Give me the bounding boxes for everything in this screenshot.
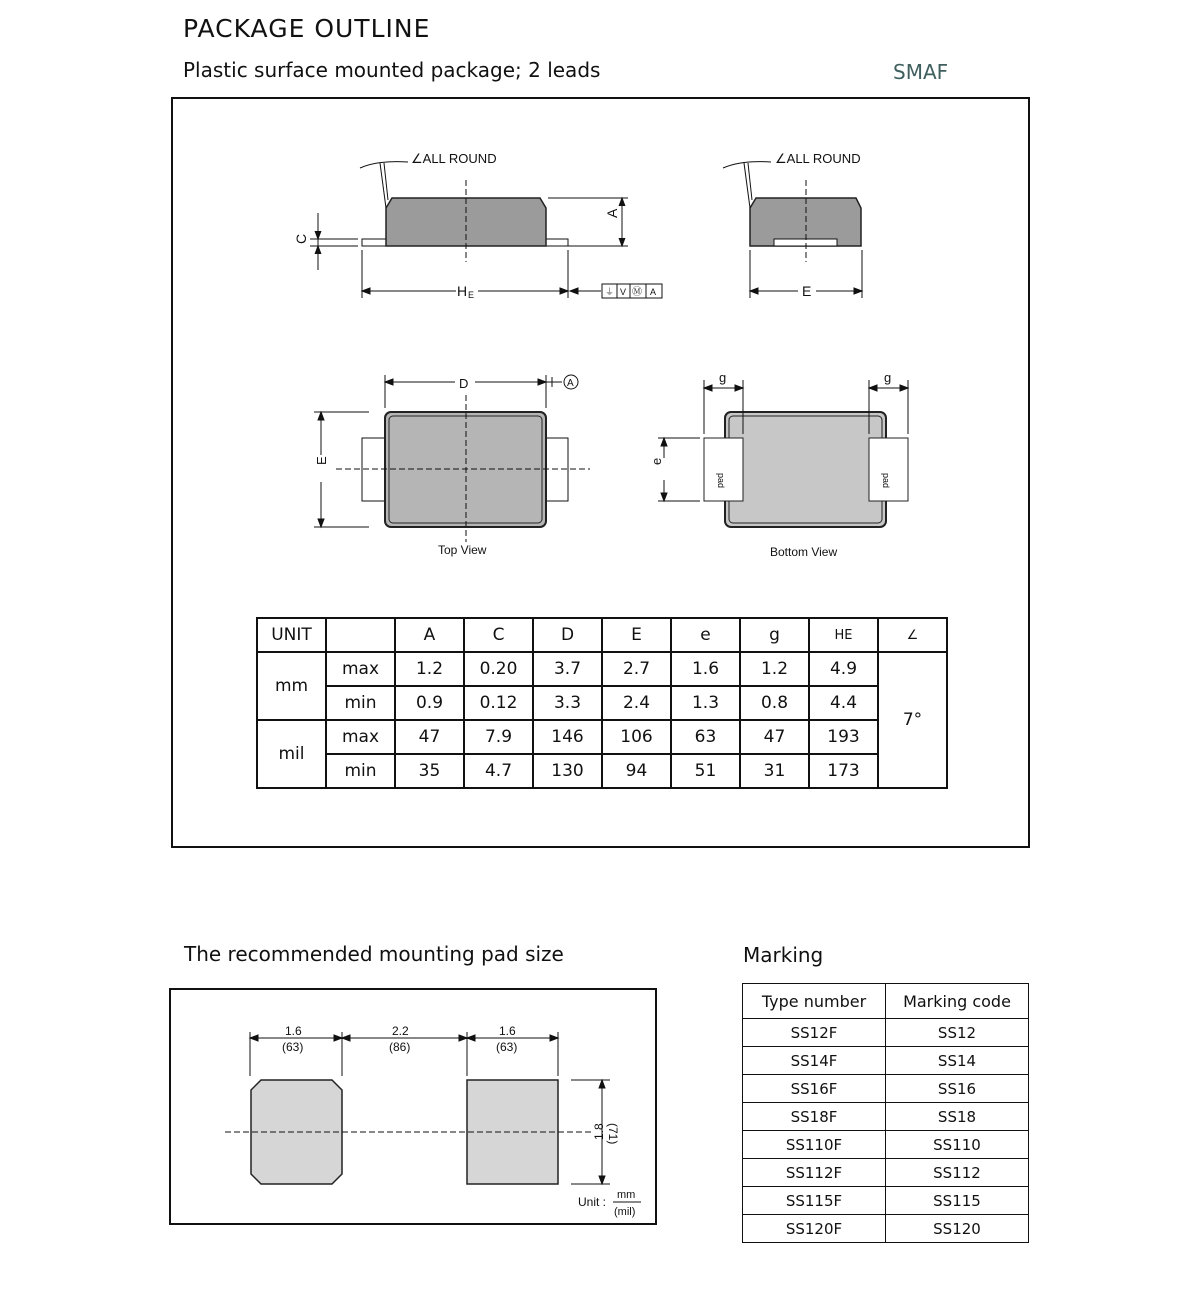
marking-header-row <box>743 984 1029 1019</box>
table-cell: 51 <box>671 754 740 788</box>
package-name: SMAF <box>893 60 949 84</box>
table-row <box>743 1047 1029 1075</box>
page-title: PACKAGE OUTLINE <box>183 14 431 43</box>
table-cell: 0.9 <box>395 686 464 720</box>
row-label: min <box>326 754 395 788</box>
table-cell: 1.2 <box>740 652 809 686</box>
table-cell: 1.6 <box>671 652 740 686</box>
table-header-row <box>257 618 947 652</box>
dim-g-left-label: g <box>719 370 727 385</box>
package-outline-drawing <box>0 0 1200 600</box>
header-cell: Marking code <box>886 984 1029 1019</box>
dim-he-sub: E <box>468 290 475 300</box>
header-cell <box>326 618 395 652</box>
table-row <box>743 1103 1029 1131</box>
pad-height-mm: 1.8 <box>592 1123 606 1140</box>
table-row <box>257 652 947 686</box>
type-number: SS12F <box>743 1019 886 1047</box>
top-view-caption: Top View <box>438 543 487 557</box>
tolerance-symbol: ⏚ <box>605 287 615 297</box>
unit-numerator: mm <box>617 1189 636 1201</box>
datum-a-label: A <box>567 378 574 389</box>
pad-width-left-mil: (63) <box>282 1040 304 1054</box>
type-number: SS120F <box>743 1215 886 1243</box>
dim-e-top-label: E <box>314 456 329 465</box>
dim-e-side-label: E <box>802 283 812 299</box>
unit-cell: mil <box>257 720 326 788</box>
mounting-pad-drawing <box>169 988 657 1225</box>
bottom-view <box>658 380 908 527</box>
type-number: SS112F <box>743 1159 886 1187</box>
table-row <box>257 686 947 720</box>
table-cell: 94 <box>602 754 671 788</box>
pad-width-right-mm: 1.6 <box>499 1024 516 1038</box>
dim-e-small-label: e <box>649 457 664 465</box>
dim-he-label: H <box>457 283 468 299</box>
page-subtitle: Plastic surface mounted package; 2 leads <box>183 58 601 82</box>
table-cell: 2.7 <box>602 652 671 686</box>
table-cell: 0.12 <box>464 686 533 720</box>
row-label: max <box>326 720 395 754</box>
header-cell: e <box>671 618 740 652</box>
table-cell: 173 <box>809 754 878 788</box>
dimensions-table <box>256 617 948 789</box>
type-number: SS18F <box>743 1103 886 1131</box>
header-cell: Type number <box>743 984 886 1019</box>
table-row <box>743 1215 1029 1243</box>
table-cell: 2.4 <box>602 686 671 720</box>
dim-a-label: A <box>604 208 620 218</box>
dim-g-right-label: g <box>884 370 892 385</box>
header-cell: E <box>602 618 671 652</box>
table-cell: 4.4 <box>809 686 878 720</box>
table-cell: 7.9 <box>464 720 533 754</box>
marking-code: SS16 <box>886 1075 1029 1103</box>
marking-title: Marking <box>743 943 824 967</box>
table-cell: 130 <box>533 754 602 788</box>
header-cell: ∠ <box>878 618 947 652</box>
table-row <box>743 1019 1029 1047</box>
pad-left-label: pad <box>716 473 726 489</box>
unit-cell: mm <box>257 652 326 720</box>
table-cell: 0.20 <box>464 652 533 686</box>
mounting-title: The recommended mounting pad size <box>184 942 564 966</box>
table-cell: 47 <box>395 720 464 754</box>
table-cell: 47 <box>740 720 809 754</box>
pad-gap-mil: (86) <box>389 1040 411 1054</box>
table-cell: 4.9 <box>809 652 878 686</box>
row-label: max <box>326 652 395 686</box>
table-row <box>743 1159 1029 1187</box>
tolerance-m: Ⓜ <box>632 287 642 298</box>
bottom-view-caption: Bottom View <box>770 545 838 559</box>
unit-denominator: (mil) <box>614 1206 636 1218</box>
table-cell: 193 <box>809 720 878 754</box>
header-cell: C <box>464 618 533 652</box>
type-number: SS115F <box>743 1187 886 1215</box>
side-view-left <box>310 162 662 298</box>
marking-code: SS18 <box>886 1103 1029 1131</box>
type-number: SS110F <box>743 1131 886 1159</box>
pad-gap-mm: 2.2 <box>392 1024 409 1038</box>
marking-table <box>742 983 1029 1243</box>
marking-code: SS120 <box>886 1215 1029 1243</box>
top-view <box>314 375 590 542</box>
table-row <box>743 1187 1029 1215</box>
unit-label: Unit : <box>578 1195 607 1209</box>
table-cell: 106 <box>602 720 671 754</box>
table-row <box>743 1131 1029 1159</box>
pad-height-mil: (71) <box>606 1123 620 1145</box>
header-cell: HE <box>809 618 878 652</box>
table-cell: 4.7 <box>464 754 533 788</box>
type-number: SS14F <box>743 1047 886 1075</box>
marking-code: SS14 <box>886 1047 1029 1075</box>
table-cell: 3.3 <box>533 686 602 720</box>
type-number: SS16F <box>743 1075 886 1103</box>
all-round-label-left: ∠ALL ROUND <box>411 151 497 166</box>
angle-cell: 7° <box>878 652 947 788</box>
tolerance-v: V <box>620 287 627 297</box>
pad-width-right-mil: (63) <box>496 1040 518 1054</box>
pad-width-left-mm: 1.6 <box>285 1024 302 1038</box>
header-cell: UNIT <box>257 618 326 652</box>
table-cell: 35 <box>395 754 464 788</box>
table-cell: 1.3 <box>671 686 740 720</box>
header-cell: g <box>740 618 809 652</box>
table-cell: 0.8 <box>740 686 809 720</box>
table-cell: 31 <box>740 754 809 788</box>
pad-right-label: pad <box>881 473 891 489</box>
marking-code: SS110 <box>886 1131 1029 1159</box>
end-view-right <box>723 162 862 298</box>
table-cell: 3.7 <box>533 652 602 686</box>
table-row <box>257 720 947 754</box>
table-cell: 146 <box>533 720 602 754</box>
table-row <box>743 1075 1029 1103</box>
header-cell: A <box>395 618 464 652</box>
table-cell: 63 <box>671 720 740 754</box>
tolerance-a: A <box>650 287 657 297</box>
dim-d-label: D <box>459 376 469 391</box>
table-cell: 1.2 <box>395 652 464 686</box>
marking-code: SS115 <box>886 1187 1029 1215</box>
row-label: min <box>326 686 395 720</box>
all-round-label-right: ∠ALL ROUND <box>775 151 861 166</box>
header-cell: D <box>533 618 602 652</box>
dim-c-label: C <box>293 233 309 244</box>
marking-code: SS12 <box>886 1019 1029 1047</box>
marking-code: SS112 <box>886 1159 1029 1187</box>
table-row <box>257 754 947 788</box>
